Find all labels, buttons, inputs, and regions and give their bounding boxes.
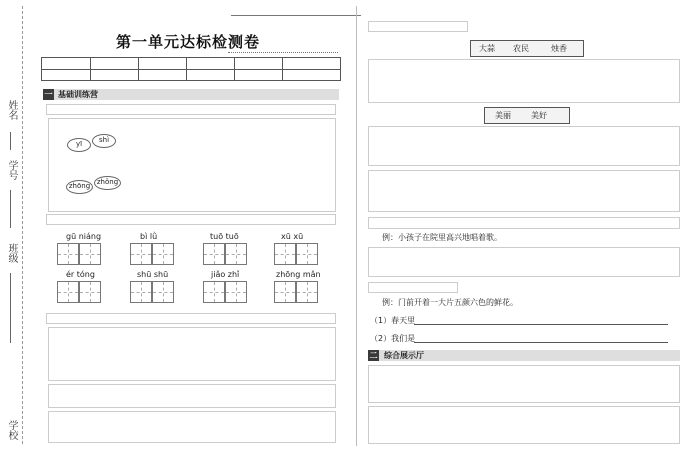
margin-label-class: 班级 (6, 243, 17, 263)
q7-item-1: （1）春天里 (370, 316, 416, 325)
q2-pinyin-8: zhōng mǎn (276, 270, 321, 279)
margin-label-name: 姓名 (6, 100, 17, 120)
q2-pinyin-5: ér tóng (66, 270, 95, 279)
writing-grid-3a[interactable] (203, 243, 225, 265)
writing-grid-7b[interactable] (225, 281, 247, 303)
q2-pinyin-1: gū niáng (66, 232, 102, 241)
column-divider (356, 6, 357, 446)
q7-item-2: （2）我们是 (370, 334, 416, 343)
q5-area[interactable] (368, 170, 680, 212)
word-bank-bottom (484, 107, 570, 124)
word-bank-top-item-2: 农民 (513, 44, 529, 53)
q1-pinyin-bubble-a: yī (67, 138, 91, 152)
section-one-badge: 一 (44, 90, 53, 99)
word-bank-top (470, 40, 584, 57)
writing-grid-1a[interactable] (57, 243, 79, 265)
writing-grid-5a[interactable] (57, 281, 79, 303)
q2-stem-area (46, 214, 336, 225)
q6-stem-area (368, 217, 680, 229)
score-table (41, 57, 341, 81)
writing-grid-5b[interactable] (79, 281, 101, 303)
q1-pinyin-bubble-d: zhǒng (94, 176, 121, 190)
word-bank-top-item-3: 烛香 (551, 44, 567, 53)
q1-pinyin-bubble-c: zhōng (66, 180, 93, 194)
q8-stem-area (368, 365, 680, 403)
margin-label-school: 学校 (6, 420, 17, 440)
q3-stem-area (46, 313, 336, 324)
q4-part2-area[interactable] (368, 126, 680, 166)
fold-line (22, 6, 23, 444)
margin-line-student-number (10, 190, 11, 228)
q7-answer-line-2[interactable] (414, 342, 668, 343)
page-title: 第一单元达标检测卷 (116, 33, 261, 51)
page-header (231, 6, 361, 16)
section-two-heading: 综合展示厅 (384, 351, 424, 360)
writing-grid-6b[interactable] (152, 281, 174, 303)
q7-answer-line-1[interactable] (414, 324, 668, 325)
q6-example: 例：小孩子在院里高兴地唱着歌。 (382, 233, 502, 242)
writing-grid-6a[interactable] (130, 281, 152, 303)
q4-part1-area[interactable] (368, 59, 680, 103)
q4-stem-area (368, 21, 468, 32)
margin-line-name (10, 132, 11, 150)
margin-label-student-number: 学号 (6, 160, 17, 180)
section-one-heading: 基础训练营 (58, 90, 98, 99)
q7-example: 例：门前开着一大片五颜六色的鲜花。 (382, 298, 518, 307)
q1-sentences-area[interactable] (48, 118, 336, 212)
q6-items-area[interactable] (368, 247, 680, 277)
q2-pinyin-4: xū xū (281, 232, 304, 241)
q2-pinyin-2: bì lǜ (140, 232, 158, 241)
section-two-badge: 二 (369, 351, 378, 360)
q2-pinyin-3: tuō tuō (210, 232, 239, 241)
q3-blanks-area[interactable] (48, 327, 336, 381)
q3-part1-area[interactable] (48, 384, 336, 408)
writing-grid-8b[interactable] (296, 281, 318, 303)
writing-grid-1b[interactable] (79, 243, 101, 265)
word-bank-top-item-1: 大蒜 (479, 44, 495, 53)
writing-grid-4a[interactable] (274, 243, 296, 265)
exam-info-line (228, 52, 338, 53)
q3-part2-area[interactable] (48, 411, 336, 443)
word-bank-bottom-item-2: 美好 (531, 111, 547, 120)
q8-options-area[interactable] (368, 406, 680, 444)
writing-grid-2b[interactable] (152, 243, 174, 265)
writing-grid-3b[interactable] (225, 243, 247, 265)
q2-pinyin-6: shū shū (137, 270, 169, 279)
q7-stem-area (368, 282, 458, 293)
margin-line-class (10, 273, 11, 343)
writing-grid-2a[interactable] (130, 243, 152, 265)
writing-grid-4b[interactable] (296, 243, 318, 265)
writing-grid-8a[interactable] (274, 281, 296, 303)
q2-pinyin-7: jiǎo zhǐ (211, 270, 240, 279)
writing-grid-7a[interactable] (203, 281, 225, 303)
q1-stem-area (46, 104, 336, 115)
q1-pinyin-bubble-b: shì (92, 134, 116, 148)
word-bank-bottom-item-1: 美丽 (495, 111, 511, 120)
